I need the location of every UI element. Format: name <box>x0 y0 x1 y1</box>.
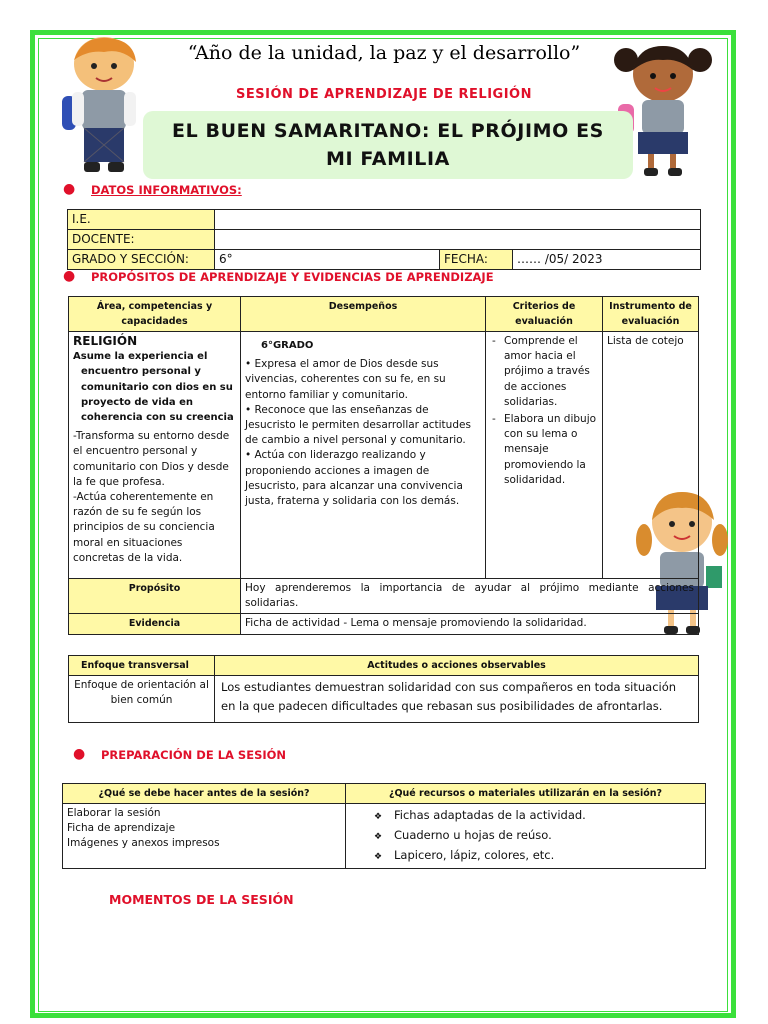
bullet-icon: ● <box>73 746 86 762</box>
criterio-2: - Elabora un dibujo con su lema o mensaje promoviendo la solidaridad. <box>504 412 598 488</box>
col-criterios: Criterios de evaluación <box>486 297 603 332</box>
recurso-item-3: ❖ Lapicero, lápiz, colores, etc. <box>374 846 701 866</box>
title-line-1: EL BUEN SAMARITANO: EL PRÓJIMO ES <box>172 120 604 142</box>
page-title <box>143 111 633 179</box>
section-heading-datos: ● DATOS INFORMATIVOS: <box>63 181 242 197</box>
bullet-icon: ● <box>63 181 76 197</box>
preparacion-table <box>62 783 706 869</box>
diamond-bullet-icon: ❖ <box>374 832 383 842</box>
actitudes-text: Los estudiantes demuestran solidaridad con sus compañeros en toda situación en la que padecen dificultades que rebasan sus posibilidades de afrontarlas. <box>215 676 699 723</box>
desempeno-2: • Reconoce que las enseñanzas de Jesucristo le permiten desarrollar actitudes de cambio a nivel personal y comunitario. <box>245 403 471 447</box>
antes-item-1: Elaborar la sesión <box>67 807 161 819</box>
enfoque-table <box>68 655 699 723</box>
col-desempenos: Desempeños <box>241 297 486 332</box>
col-actitudes: Actitudes o acciones observables <box>215 656 699 676</box>
col-recursos: ¿Qué recursos o materiales utilizarán en la sesión? <box>346 784 706 804</box>
grado-title: 6°GRADO <box>261 340 314 351</box>
evidencia-text: Ficha de actividad - Lema o mensaje promoviendo la solidaridad. <box>241 614 699 634</box>
docente-value <box>215 230 701 250</box>
desempeno-1: • Expresa el amor de Dios desde sus vivencias, coherentes con su fe, en su entorno familiar y comunitario. <box>245 358 446 401</box>
fecha-value: …… /05/ 2023 <box>513 250 701 270</box>
diamond-bullet-icon: ❖ <box>374 852 383 862</box>
antes-item-3: Imágenes y anexos impresos <box>67 837 220 850</box>
section-heading-momentos: MOMENTOS DE LA SESIÓN <box>109 892 294 907</box>
docente-label: DOCENTE: <box>68 230 215 250</box>
enfoque-value: Enfoque de orientación al bien común <box>69 676 215 723</box>
evidencia-label: Evidencia <box>69 614 241 634</box>
area-cell <box>69 332 241 579</box>
criterios-cell <box>486 332 603 579</box>
recurso-item-1: ❖ Fichas adaptadas de la actividad. <box>374 806 701 826</box>
fecha-label: FECHA: <box>440 250 513 270</box>
desempeno-3: • Actúa con liderazgo realizando y proponiendo acciones a imagen de Jesucristo, para alcanzar una convivencia justa, fraterna y solidaria con los demás. <box>245 449 463 508</box>
col-instrumento: Instrumento de evaluación <box>603 297 699 332</box>
grado-label: GRADO Y SECCIÓN: <box>68 250 215 270</box>
propositos-table <box>68 296 699 635</box>
diamond-bullet-icon: ❖ <box>374 812 383 822</box>
proposito-text: Hoy aprenderemos la importancia de ayudar al prójimo mediante acciones solidarias. <box>241 579 699 614</box>
antes-cell <box>63 804 346 869</box>
criterio-1: - Comprende el amor hacia el prójimo a través de acciones solidarias. <box>504 334 598 410</box>
section-heading-preparacion: ● PREPARACIÓN DE LA SESIÓN <box>73 746 287 762</box>
instrumento-cell: Lista de cotejo <box>603 332 699 579</box>
ie-value <box>215 210 701 230</box>
ie-label: I.E. <box>68 210 215 230</box>
area-title: RELIGIÓN <box>73 334 138 348</box>
antes-item-2: Ficha de aprendizaje <box>67 822 176 835</box>
proposito-label: Propósito <box>69 579 241 614</box>
competencia: Asume la experiencia el encuentro personal y comunitario con dios en su proyecto de vida en coherencia con su creencia <box>73 351 234 424</box>
col-enfoque: Enfoque transversal <box>69 656 215 676</box>
capacidad-1: -Transforma su entorno desde el encuentro personal y comunitario con Dios y desde la fe que profesa. <box>73 430 230 488</box>
desempenos-cell <box>241 332 486 579</box>
bullet-icon: ● <box>63 268 76 284</box>
title-line-2: MI FAMILIA <box>326 148 450 170</box>
capacidad-2: -Actúa coherentemente en razón de su fe según los principios de su conciencia moral en situaciones concretas de la vida. <box>73 491 215 564</box>
session-type: SESIÓN DE APRENDIZAJE DE RELIGIÓN <box>236 87 532 102</box>
year-motto: “Año de la unidad, la paz y el desarrollo” <box>187 42 581 64</box>
recursos-cell <box>346 804 706 869</box>
col-antes: ¿Qué se debe hacer antes de la sesión? <box>63 784 346 804</box>
section-heading-propositos: ● PROPÓSITOS DE APRENDIZAJE Y EVIDENCIAS DE APRENDIZAJE <box>63 268 494 284</box>
grado-value: 6° <box>215 250 440 270</box>
datos-table <box>67 209 701 270</box>
recurso-item-2: ❖ Cuaderno u hojas de reúso. <box>374 826 701 846</box>
col-area: Área, competencias y capacidades <box>69 297 241 332</box>
